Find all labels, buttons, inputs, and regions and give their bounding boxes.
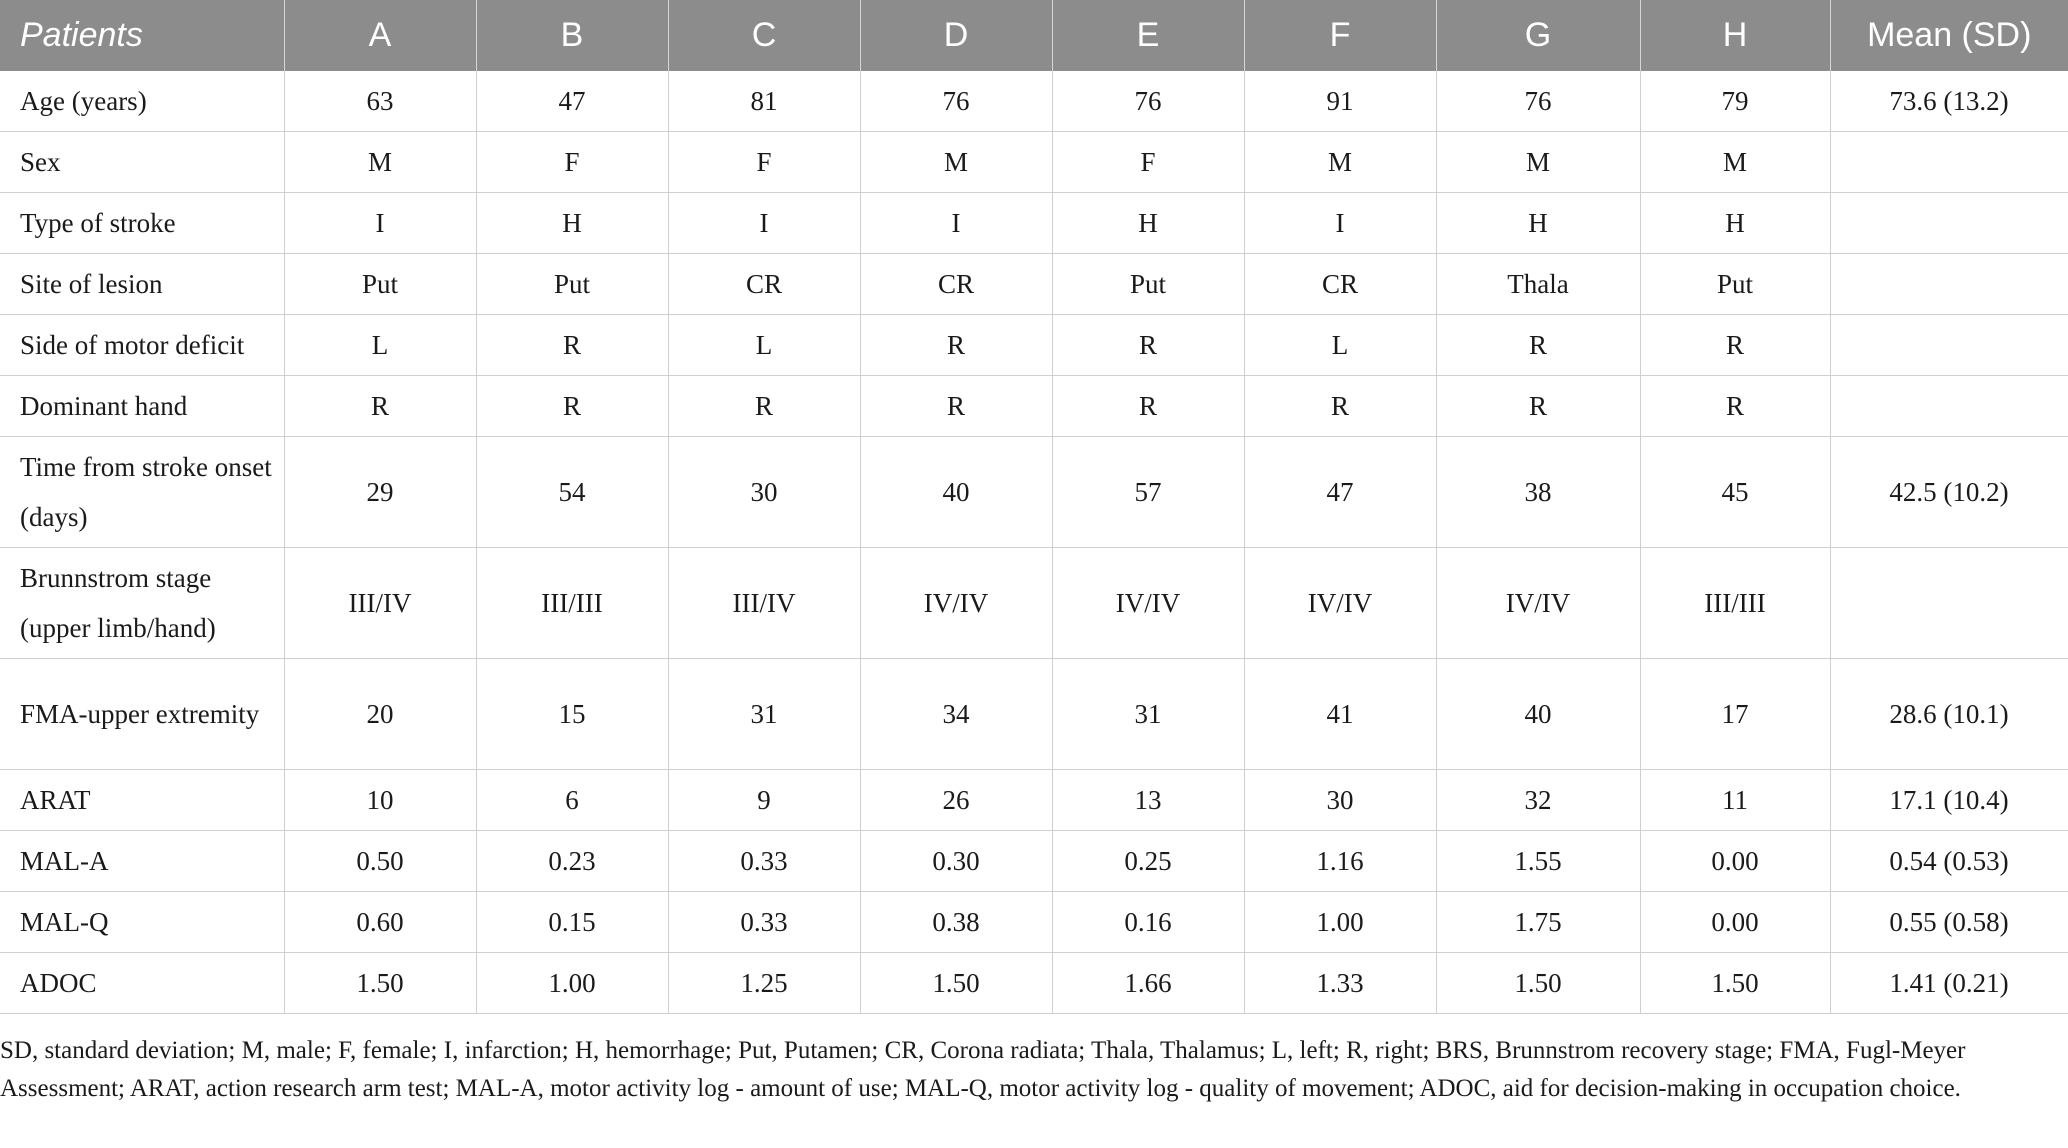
cell-mean-sd bbox=[1830, 193, 2068, 254]
header-cell-b: B bbox=[476, 0, 668, 71]
cell-c: L bbox=[668, 315, 860, 376]
cell-d: 34 bbox=[860, 659, 1052, 770]
cell-a: 1.50 bbox=[284, 953, 476, 1014]
cell-f: I bbox=[1244, 193, 1436, 254]
header-row bbox=[0, 0, 2068, 71]
table-row bbox=[0, 659, 2068, 770]
cell-f: R bbox=[1244, 376, 1436, 437]
row-label: Time from stroke onset (days) bbox=[0, 437, 284, 548]
cell-h: III/III bbox=[1640, 548, 1830, 659]
cell-h: 17 bbox=[1640, 659, 1830, 770]
cell-f: CR bbox=[1244, 254, 1436, 315]
cell-a: I bbox=[284, 193, 476, 254]
cell-f: 30 bbox=[1244, 770, 1436, 831]
cell-f: 1.33 bbox=[1244, 953, 1436, 1014]
table-row bbox=[0, 376, 2068, 437]
cell-a: 0.60 bbox=[284, 892, 476, 953]
cell-a: 10 bbox=[284, 770, 476, 831]
cell-c: 0.33 bbox=[668, 831, 860, 892]
cell-g: 40 bbox=[1436, 659, 1640, 770]
cell-mean-sd: 0.55 (0.58) bbox=[1830, 892, 2068, 953]
header-cell-c: C bbox=[668, 0, 860, 71]
cell-c: 1.25 bbox=[668, 953, 860, 1014]
cell-mean-sd: 28.6 (10.1) bbox=[1830, 659, 2068, 770]
cell-e: IV/IV bbox=[1052, 548, 1244, 659]
cell-f: M bbox=[1244, 132, 1436, 193]
cell-h: 45 bbox=[1640, 437, 1830, 548]
cell-mean-sd: 42.5 (10.2) bbox=[1830, 437, 2068, 548]
cell-g: M bbox=[1436, 132, 1640, 193]
row-label: Type of stroke bbox=[0, 193, 284, 254]
cell-e: 13 bbox=[1052, 770, 1244, 831]
cell-e: H bbox=[1052, 193, 1244, 254]
cell-a: III/IV bbox=[284, 548, 476, 659]
cell-f: L bbox=[1244, 315, 1436, 376]
cell-e: 0.16 bbox=[1052, 892, 1244, 953]
cell-c: 81 bbox=[668, 71, 860, 132]
cell-f: 1.00 bbox=[1244, 892, 1436, 953]
row-label: Dominant hand bbox=[0, 376, 284, 437]
cell-mean-sd bbox=[1830, 376, 2068, 437]
cell-a: 29 bbox=[284, 437, 476, 548]
cell-mean-sd bbox=[1830, 132, 2068, 193]
cell-h: Put bbox=[1640, 254, 1830, 315]
cell-mean-sd bbox=[1830, 315, 2068, 376]
cell-e: Put bbox=[1052, 254, 1244, 315]
cell-d: CR bbox=[860, 254, 1052, 315]
cell-d: 40 bbox=[860, 437, 1052, 548]
cell-mean-sd bbox=[1830, 548, 2068, 659]
cell-a: M bbox=[284, 132, 476, 193]
cell-c: R bbox=[668, 376, 860, 437]
cell-a: 20 bbox=[284, 659, 476, 770]
cell-g: R bbox=[1436, 376, 1640, 437]
cell-a: L bbox=[284, 315, 476, 376]
cell-d: I bbox=[860, 193, 1052, 254]
table-row bbox=[0, 831, 2068, 892]
table-row bbox=[0, 437, 2068, 548]
cell-g: R bbox=[1436, 315, 1640, 376]
cell-mean-sd: 0.54 (0.53) bbox=[1830, 831, 2068, 892]
header-cell-f: F bbox=[1244, 0, 1436, 71]
table-row bbox=[0, 254, 2068, 315]
cell-d: R bbox=[860, 315, 1052, 376]
cell-b: R bbox=[476, 376, 668, 437]
header-cell-patients: Patients bbox=[0, 0, 284, 71]
table-row bbox=[0, 953, 2068, 1014]
cell-h: 79 bbox=[1640, 71, 1830, 132]
cell-c: 9 bbox=[668, 770, 860, 831]
cell-d: 76 bbox=[860, 71, 1052, 132]
cell-e: 57 bbox=[1052, 437, 1244, 548]
cell-b: 0.15 bbox=[476, 892, 668, 953]
cell-mean-sd: 73.6 (13.2) bbox=[1830, 71, 2068, 132]
cell-b: H bbox=[476, 193, 668, 254]
row-label: FMA-upper extremity bbox=[0, 659, 284, 770]
cell-h: 0.00 bbox=[1640, 831, 1830, 892]
cell-mean-sd: 17.1 (10.4) bbox=[1830, 770, 2068, 831]
cell-e: F bbox=[1052, 132, 1244, 193]
cell-g: 38 bbox=[1436, 437, 1640, 548]
table-header bbox=[0, 0, 2068, 71]
header-cell-g: G bbox=[1436, 0, 1640, 71]
row-label: Brunnstrom stage (upper limb/hand) bbox=[0, 548, 284, 659]
cell-b: 47 bbox=[476, 71, 668, 132]
cell-c: I bbox=[668, 193, 860, 254]
cell-a: Put bbox=[284, 254, 476, 315]
cell-b: F bbox=[476, 132, 668, 193]
table-row bbox=[0, 892, 2068, 953]
cell-e: R bbox=[1052, 315, 1244, 376]
header-cell-e: E bbox=[1052, 0, 1244, 71]
table-row bbox=[0, 193, 2068, 254]
cell-b: Put bbox=[476, 254, 668, 315]
row-label: MAL-Q bbox=[0, 892, 284, 953]
table-row bbox=[0, 770, 2068, 831]
cell-g: IV/IV bbox=[1436, 548, 1640, 659]
row-label: ARAT bbox=[0, 770, 284, 831]
table-row bbox=[0, 548, 2068, 659]
cell-e: 0.25 bbox=[1052, 831, 1244, 892]
row-label: Sex bbox=[0, 132, 284, 193]
header-cell-d: D bbox=[860, 0, 1052, 71]
cell-g: 32 bbox=[1436, 770, 1640, 831]
cell-a: R bbox=[284, 376, 476, 437]
cell-d: M bbox=[860, 132, 1052, 193]
cell-h: M bbox=[1640, 132, 1830, 193]
cell-c: III/IV bbox=[668, 548, 860, 659]
cell-a: 63 bbox=[284, 71, 476, 132]
cell-c: 0.33 bbox=[668, 892, 860, 953]
cell-mean-sd bbox=[1830, 254, 2068, 315]
cell-d: R bbox=[860, 376, 1052, 437]
cell-b: III/III bbox=[476, 548, 668, 659]
cell-f: 41 bbox=[1244, 659, 1436, 770]
cell-b: 54 bbox=[476, 437, 668, 548]
cell-f: 1.16 bbox=[1244, 831, 1436, 892]
cell-f: 91 bbox=[1244, 71, 1436, 132]
cell-c: CR bbox=[668, 254, 860, 315]
cell-h: H bbox=[1640, 193, 1830, 254]
table-row bbox=[0, 71, 2068, 132]
cell-d: 1.50 bbox=[860, 953, 1052, 1014]
cell-b: 15 bbox=[476, 659, 668, 770]
cell-g: H bbox=[1436, 193, 1640, 254]
table-body bbox=[0, 71, 2068, 1014]
cell-c: 30 bbox=[668, 437, 860, 548]
cell-b: 6 bbox=[476, 770, 668, 831]
cell-c: 31 bbox=[668, 659, 860, 770]
cell-e: 76 bbox=[1052, 71, 1244, 132]
table-row bbox=[0, 132, 2068, 193]
cell-b: R bbox=[476, 315, 668, 376]
row-label: ADOC bbox=[0, 953, 284, 1014]
table-row bbox=[0, 315, 2068, 376]
cell-h: 0.00 bbox=[1640, 892, 1830, 953]
cell-g: 1.55 bbox=[1436, 831, 1640, 892]
cell-b: 1.00 bbox=[476, 953, 668, 1014]
cell-g: Thala bbox=[1436, 254, 1640, 315]
cell-h: R bbox=[1640, 376, 1830, 437]
table-footnote: SD, standard deviation; M, male; F, female; I, infarction; H, hemorrhage; Put, Putamen; CR, Corona radiata; Thala, Thalamus; L, left; R, right; BRS, Brunnstrom recovery stage; FMA, Fugl-Meyer Assessment; ARAT, action research arm test; MAL-A, motor activity log - amount of use; MAL-Q, motor activity log - quality of movement; ADOC, aid for decision-making in occupation choice. bbox=[0, 1037, 1966, 1102]
cell-d: 0.30 bbox=[860, 831, 1052, 892]
cell-h: R bbox=[1640, 315, 1830, 376]
cell-d: 0.38 bbox=[860, 892, 1052, 953]
cell-e: 31 bbox=[1052, 659, 1244, 770]
cell-h: 1.50 bbox=[1640, 953, 1830, 1014]
row-label: MAL-A bbox=[0, 831, 284, 892]
cell-h: 11 bbox=[1640, 770, 1830, 831]
cell-d: 26 bbox=[860, 770, 1052, 831]
header-cell-a: A bbox=[284, 0, 476, 71]
cell-mean-sd: 1.41 (0.21) bbox=[1830, 953, 2068, 1014]
cell-d: IV/IV bbox=[860, 548, 1052, 659]
cell-c: F bbox=[668, 132, 860, 193]
cell-g: 76 bbox=[1436, 71, 1640, 132]
row-label: Site of lesion bbox=[0, 254, 284, 315]
cell-f: 47 bbox=[1244, 437, 1436, 548]
cell-g: 1.75 bbox=[1436, 892, 1640, 953]
cell-e: 1.66 bbox=[1052, 953, 1244, 1014]
cell-e: R bbox=[1052, 376, 1244, 437]
cell-g: 1.50 bbox=[1436, 953, 1640, 1014]
cell-b: 0.23 bbox=[476, 831, 668, 892]
row-label: Side of motor deficit bbox=[0, 315, 284, 376]
header-cell-h: H bbox=[1640, 0, 1830, 71]
row-label: Age (years) bbox=[0, 71, 284, 132]
cell-f: IV/IV bbox=[1244, 548, 1436, 659]
cell-a: 0.50 bbox=[284, 831, 476, 892]
header-cell-mean-sd: Mean (SD) bbox=[1830, 0, 2068, 71]
